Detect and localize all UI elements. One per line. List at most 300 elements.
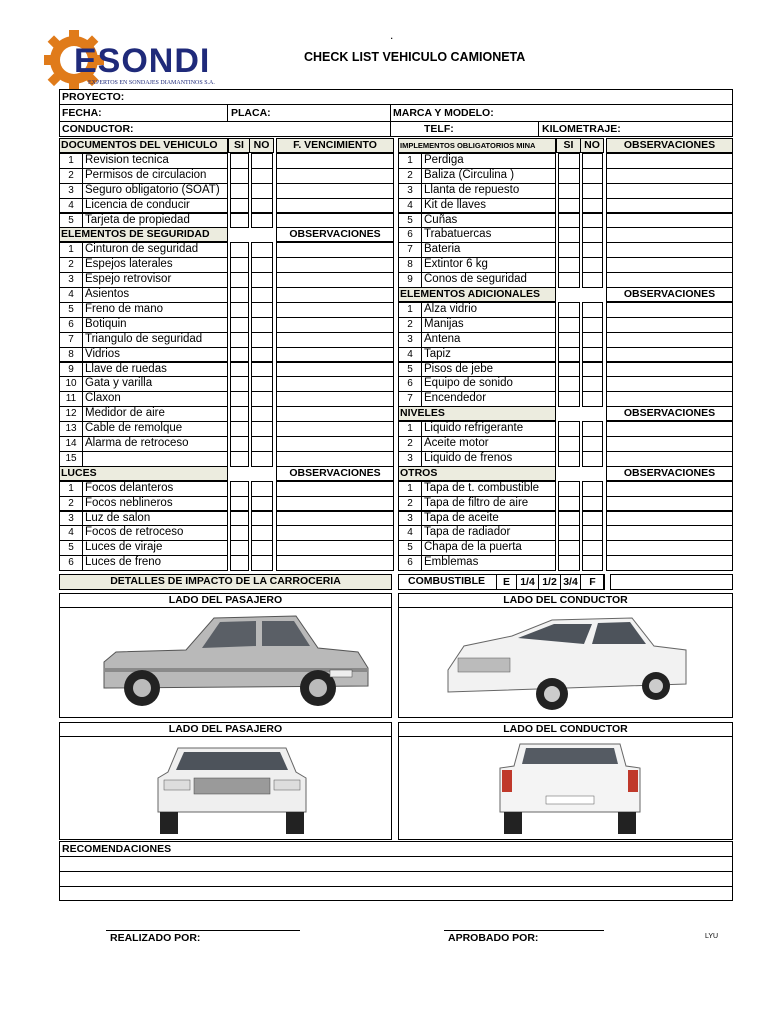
date-field[interactable] (276, 362, 394, 378)
row-number: 2 (68, 497, 74, 509)
conductor-label: CONDUCTOR: (62, 123, 134, 135)
date-field[interactable] (276, 347, 394, 363)
item-label: Claxon (85, 392, 121, 405)
item-label: Tapa de aceite (424, 511, 499, 524)
date-field[interactable] (276, 257, 394, 273)
row-number: 3 (407, 452, 413, 464)
observation-field[interactable] (606, 555, 733, 571)
row-number: 2 (68, 169, 74, 181)
row-number: 7 (407, 244, 413, 256)
signature-line-approved[interactable] (444, 930, 604, 931)
si-checkbox[interactable] (230, 183, 249, 199)
row-number: 6 (407, 557, 413, 569)
item-label: Cinturon de seguridad (85, 243, 199, 256)
left-si-header: SI (228, 138, 250, 153)
si-checkbox[interactable] (230, 317, 249, 333)
left-section-title: DOCUMENTOS DEL VEHICULO (61, 139, 218, 151)
item-label: Encendedor (424, 392, 487, 405)
item-label: Antena (424, 332, 461, 345)
fuel-level-1[interactable]: 1/4 (516, 574, 539, 590)
signature-line-done[interactable] (106, 930, 300, 931)
fuel-level-0[interactable]: E (496, 574, 517, 590)
no-checkbox[interactable] (251, 540, 273, 556)
item-label: Focos neblineros (85, 496, 173, 509)
item-label: Trabatuercas (424, 228, 492, 241)
no-checkbox[interactable] (251, 153, 273, 169)
item-label: Medidor de aire (85, 407, 165, 420)
si-checkbox[interactable] (230, 376, 249, 392)
no-checkbox[interactable] (251, 257, 273, 273)
company-logo (44, 26, 224, 94)
truck-rear-view-image (490, 740, 650, 838)
row-number: 1 (407, 154, 413, 166)
si-checkbox[interactable] (558, 436, 580, 452)
item-label: Aceite motor (424, 437, 489, 449)
right-obs-title: OBSERVACIONES (623, 288, 716, 300)
row-number: 5 (68, 542, 74, 554)
observation-field[interactable] (606, 376, 733, 392)
row-number: 1 (407, 303, 413, 315)
observation-field[interactable] (606, 332, 733, 348)
item-label: Focos de retroceso (85, 526, 184, 539)
row-number: 3 (407, 333, 413, 345)
row-number: 7 (407, 393, 413, 405)
si-checkbox[interactable] (230, 391, 249, 407)
row-number: 5 (68, 214, 74, 226)
marca-label: MARCA Y MODELO: (393, 107, 494, 119)
si-checkbox[interactable] (558, 183, 580, 199)
si-checkbox[interactable] (558, 153, 580, 169)
item-label: Revision tecnica (85, 153, 169, 166)
row-number: 3 (407, 184, 413, 196)
si-checkbox[interactable] (230, 198, 249, 214)
date-field[interactable] (276, 153, 394, 169)
si-checkbox[interactable] (230, 406, 249, 422)
si-checkbox[interactable] (558, 540, 580, 556)
date-field[interactable] (276, 451, 394, 467)
no-checkbox[interactable] (582, 540, 603, 556)
si-checkbox[interactable] (558, 525, 580, 541)
observation-field[interactable] (606, 198, 733, 214)
left-obs-title: OBSERVACIONES (289, 228, 381, 241)
item-label: Chapa de la puerta (424, 541, 522, 554)
date-field[interactable] (276, 555, 394, 571)
observation-field[interactable] (606, 421, 733, 437)
kilometraje-label: KILOMETRAJE: (542, 123, 621, 135)
si-checkbox[interactable] (230, 362, 249, 378)
item-label: Alarma de retroceso (85, 437, 189, 449)
item-label: Llave de ruedas (85, 362, 167, 375)
no-checkbox[interactable] (582, 391, 603, 407)
date-field[interactable] (276, 540, 394, 556)
date-field[interactable] (276, 183, 394, 199)
observation-field[interactable] (606, 391, 733, 407)
item-label: Alza vidrio (424, 302, 478, 315)
si-checkbox[interactable] (230, 436, 249, 452)
date-field[interactable] (276, 525, 394, 541)
no-checkbox[interactable] (582, 511, 603, 527)
no-checkbox[interactable] (582, 362, 603, 378)
si-checkbox[interactable] (230, 540, 249, 556)
item-label: Luz de salon (85, 511, 151, 524)
item-label: Focos delanteros (85, 481, 174, 494)
row-number: 9 (407, 274, 413, 286)
item-label: Permisos de circulacion (85, 168, 207, 181)
no-checkbox[interactable] (251, 421, 273, 437)
row-number: 3 (68, 512, 74, 524)
row-number: 1 (68, 244, 74, 256)
si-checkbox[interactable] (230, 347, 249, 363)
observation-field[interactable] (606, 436, 733, 452)
date-field[interactable] (276, 302, 394, 318)
observation-field[interactable] (606, 302, 733, 318)
item-label: Tarjeta de propiedad (85, 213, 190, 226)
row-number: 9 (68, 363, 74, 375)
no-checkbox[interactable] (582, 198, 603, 214)
no-checkbox[interactable] (251, 451, 273, 467)
no-checkbox[interactable] (251, 198, 273, 214)
row-number: 6 (68, 318, 74, 330)
si-checkbox[interactable] (230, 421, 249, 437)
row-number: 2 (407, 497, 413, 509)
item-label: Freno de mano (85, 302, 163, 315)
item-label: Botiquin (85, 317, 127, 330)
no-checkbox[interactable] (251, 168, 273, 184)
no-checkbox[interactable] (582, 168, 603, 184)
row-number: 2 (407, 438, 413, 449)
row-number: 13 (65, 423, 77, 435)
logo-tagline: EXPERTOS EN SONDAJES DIAMANTINOS S.A. (88, 80, 215, 86)
no-checkbox[interactable] (251, 362, 273, 378)
si-checkbox[interactable] (558, 332, 580, 348)
right-section-title: NIVELES (400, 407, 445, 420)
row-number: 8 (407, 259, 413, 271)
observation-field[interactable] (606, 317, 733, 333)
date-field[interactable] (276, 213, 394, 229)
date-field[interactable] (276, 511, 394, 527)
right-obs-title: OBSERVACIONES (623, 407, 716, 420)
no-checkbox[interactable] (582, 376, 603, 392)
item-label: Kit de llaves (424, 198, 487, 211)
no-checkbox[interactable] (251, 511, 273, 527)
realizado-label: REALIZADO POR: (110, 932, 201, 944)
fuel-label: COMBUSTIBLE (408, 575, 485, 587)
item-label: Cuñas (424, 213, 458, 226)
si-checkbox[interactable] (558, 451, 580, 467)
no-checkbox[interactable] (251, 242, 273, 258)
row-number: 5 (407, 542, 413, 554)
no-checkbox[interactable] (582, 332, 603, 348)
row-number: 6 (407, 229, 413, 241)
no-checkbox[interactable] (251, 332, 273, 348)
row-number: 14 (65, 438, 77, 449)
observation-field[interactable] (606, 362, 733, 378)
item-label: Extintor 6 kg (424, 258, 488, 271)
date-field[interactable] (276, 168, 394, 184)
si-checkbox[interactable] (230, 555, 249, 571)
row-number: 10 (65, 378, 77, 390)
no-checkbox[interactable] (582, 481, 603, 497)
si-checkbox[interactable] (230, 213, 249, 229)
si-checkbox[interactable] (558, 242, 580, 258)
item-label: Conos de seguridad (424, 273, 527, 286)
date-field[interactable] (276, 421, 394, 437)
observation-field[interactable] (606, 153, 733, 169)
si-checkbox[interactable] (558, 272, 580, 288)
no-checkbox[interactable] (582, 436, 603, 452)
right-section-title: OTROS (400, 466, 438, 479)
si-checkbox[interactable] (230, 257, 249, 273)
truck-side-view-image (96, 612, 374, 710)
fuel-observation[interactable] (610, 574, 733, 590)
si-checkbox[interactable] (558, 213, 580, 229)
placa-label: PLACA: (231, 107, 271, 119)
fecha-label: FECHA: (62, 107, 102, 119)
si-checkbox[interactable] (558, 317, 580, 333)
date-field[interactable] (276, 481, 394, 497)
no-checkbox[interactable] (251, 213, 273, 229)
item-label: Luces de freno (85, 556, 162, 569)
date-field[interactable] (276, 332, 394, 348)
no-checkbox[interactable] (251, 436, 273, 452)
no-checkbox[interactable] (582, 242, 603, 258)
view-rear-driver-label: LADO DEL CONDUCTOR (503, 723, 628, 735)
row-number: 4 (68, 199, 74, 211)
right-section-title: ELEMENTOS ADICIONALES (400, 288, 541, 300)
no-checkbox[interactable] (582, 525, 603, 541)
row-number: 8 (68, 348, 74, 360)
item-label: Tapa de t. combustible (424, 481, 540, 494)
view-side-driver-label: LADO DEL CONDUCTOR (503, 594, 628, 606)
si-checkbox[interactable] (230, 242, 249, 258)
row-number: 1 (407, 482, 413, 494)
row-number: 3 (68, 274, 74, 286)
no-checkbox[interactable] (582, 257, 603, 273)
si-checkbox[interactable] (558, 376, 580, 392)
observation-field[interactable] (606, 496, 733, 512)
item-label: Gata y varilla (85, 377, 153, 390)
si-checkbox[interactable] (558, 555, 580, 571)
item-label: Bateria (424, 243, 461, 256)
si-checkbox[interactable] (230, 287, 249, 303)
view-side-passenger-label: LADO DEL PASAJERO (168, 594, 283, 606)
row-number: 15 (65, 452, 77, 464)
observation-field[interactable] (606, 481, 733, 497)
right-obs-title: OBSERVACIONES (623, 466, 716, 479)
no-checkbox[interactable] (582, 421, 603, 437)
fuel-level-3[interactable]: 3/4 (560, 574, 581, 590)
view-front-passenger-label: LADO DEL PASAJERO (168, 723, 283, 735)
observation-field[interactable] (606, 257, 733, 273)
observation-field[interactable] (606, 168, 733, 184)
logo-brand: ESONDI (74, 42, 211, 80)
no-checkbox[interactable] (582, 317, 603, 333)
no-checkbox[interactable] (582, 272, 603, 288)
si-checkbox[interactable] (558, 227, 580, 243)
no-checkbox[interactable] (251, 317, 273, 333)
item-label: Pisos de jebe (424, 362, 494, 375)
si-checkbox[interactable] (558, 391, 580, 407)
date-field[interactable] (276, 391, 394, 407)
item-cell (82, 451, 228, 467)
item-label: Equipo de sonido (424, 377, 513, 390)
si-checkbox[interactable] (230, 332, 249, 348)
observation-field[interactable] (606, 451, 733, 467)
si-checkbox[interactable] (230, 451, 249, 467)
left-no-header: NO (249, 138, 274, 153)
date-field[interactable] (276, 198, 394, 214)
right-section-title: IMPLEMENTOS OBLIGATORIOS MINA (400, 141, 536, 150)
item-label: Espejos laterales (85, 258, 173, 271)
si-checkbox[interactable] (558, 198, 580, 214)
telf-label: TELF: (424, 123, 454, 135)
row-number: 1 (68, 482, 74, 494)
right-si-header: SI (556, 138, 581, 153)
si-checkbox[interactable] (230, 168, 249, 184)
observation-field[interactable] (606, 347, 733, 363)
fuel-level-4[interactable]: F (580, 574, 605, 590)
si-checkbox[interactable] (558, 421, 580, 437)
item-label: Manijas (424, 317, 464, 330)
no-checkbox[interactable] (582, 451, 603, 467)
row-number: 5 (68, 303, 74, 315)
no-checkbox[interactable] (251, 302, 273, 318)
row-number: 1 (68, 154, 74, 166)
no-checkbox[interactable] (251, 481, 273, 497)
date-field[interactable] (276, 436, 394, 452)
date-field[interactable] (276, 272, 394, 288)
item-label: Baliza (Circulina ) (424, 168, 515, 181)
item-label: Cable de remolque (85, 422, 183, 435)
left-section-title: ELEMENTOS DE SEGURIDAD (61, 228, 210, 241)
no-checkbox[interactable] (251, 496, 273, 512)
observation-field[interactable] (606, 511, 733, 527)
right-obs-title: OBSERVACIONES (623, 139, 716, 151)
item-label: Tapiz (424, 347, 451, 360)
no-checkbox[interactable] (582, 496, 603, 512)
si-checkbox[interactable] (230, 272, 249, 288)
no-checkbox[interactable] (582, 153, 603, 169)
si-checkbox[interactable] (230, 511, 249, 527)
observation-field[interactable] (606, 540, 733, 556)
aprobado-label: APROBADO POR: (448, 932, 539, 944)
left-obs-title: OBSERVACIONES (289, 466, 381, 479)
observation-field[interactable] (606, 183, 733, 199)
no-checkbox[interactable] (251, 376, 273, 392)
impact-label: DETALLES DE IMPACTO DE LA CARROCERIA (110, 575, 341, 587)
row-number: 11 (65, 393, 77, 405)
no-checkbox[interactable] (251, 555, 273, 571)
no-checkbox[interactable] (251, 391, 273, 407)
top-dot: . (390, 28, 394, 42)
item-label: Licencia de conducir (85, 198, 190, 211)
row-number: 4 (407, 348, 413, 360)
no-checkbox[interactable] (251, 183, 273, 199)
item-label: Luces de viraje (85, 541, 163, 554)
si-checkbox[interactable] (558, 496, 580, 512)
fuel-level-2[interactable]: 1/2 (538, 574, 561, 590)
row-number: 3 (407, 512, 413, 524)
item-label: Espejo retrovisor (85, 273, 172, 286)
item-label: Seguro obligatorio (SOAT) (85, 183, 220, 196)
form-code: LYU (705, 933, 719, 940)
date-field[interactable] (276, 406, 394, 422)
item-label: Llanta de repuesto (424, 183, 520, 196)
row-number: 12 (65, 408, 77, 420)
si-checkbox[interactable] (558, 511, 580, 527)
si-checkbox[interactable] (230, 525, 249, 541)
row-number: 4 (407, 527, 413, 539)
item-label: Perdiga (424, 153, 464, 166)
no-checkbox[interactable] (251, 406, 273, 422)
no-checkbox[interactable] (251, 272, 273, 288)
left-section-title: LUCES (61, 466, 97, 479)
observation-field[interactable] (606, 242, 733, 258)
no-checkbox[interactable] (582, 555, 603, 571)
proyecto-label: PROYECTO: (62, 91, 125, 103)
row-number: 3 (68, 184, 74, 196)
si-checkbox[interactable] (558, 347, 580, 363)
page-title: CHECK LIST VEHICULO CAMIONETA (304, 50, 526, 64)
item-label: Triangulo de seguridad (85, 332, 203, 345)
si-checkbox[interactable] (230, 496, 249, 512)
date-field[interactable] (276, 496, 394, 512)
date-field[interactable] (276, 287, 394, 303)
truck-front-angle-image (442, 612, 692, 714)
no-checkbox[interactable] (251, 287, 273, 303)
si-checkbox[interactable] (230, 302, 249, 318)
no-checkbox[interactable] (251, 525, 273, 541)
row-number: 4 (407, 199, 413, 211)
row-number: 4 (68, 289, 74, 300)
no-checkbox[interactable] (582, 183, 603, 199)
si-checkbox[interactable] (558, 362, 580, 378)
row-number: 6 (407, 378, 413, 390)
right-no-header: NO (580, 138, 604, 153)
item-label: Asientos (85, 288, 130, 300)
item-label: Emblemas (424, 556, 479, 569)
si-checkbox[interactable] (558, 257, 580, 273)
si-checkbox[interactable] (558, 168, 580, 184)
date-field[interactable] (276, 376, 394, 392)
observation-field[interactable] (606, 525, 733, 541)
no-checkbox[interactable] (582, 347, 603, 363)
si-checkbox[interactable] (230, 481, 249, 497)
left-obs-title: F. VENCIMIENTO (293, 139, 377, 151)
recommendations-label: RECOMENDACIONES (62, 843, 172, 855)
row-number: 4 (68, 527, 74, 539)
date-field[interactable] (276, 242, 394, 258)
no-checkbox[interactable] (582, 213, 603, 229)
observation-field[interactable] (606, 272, 733, 288)
si-checkbox[interactable] (558, 481, 580, 497)
no-checkbox[interactable] (582, 227, 603, 243)
row-number: 2 (407, 318, 413, 330)
si-checkbox[interactable] (558, 302, 580, 318)
si-checkbox[interactable] (230, 153, 249, 169)
item-label: Liquido refrigerante (424, 422, 524, 435)
no-checkbox[interactable] (582, 302, 603, 318)
row-number: 2 (407, 169, 413, 181)
observation-field[interactable] (606, 213, 733, 229)
row-number: 7 (68, 333, 74, 345)
row-number: 1 (407, 423, 413, 435)
date-field[interactable] (276, 317, 394, 333)
item-label: Tapa de radiador (424, 526, 511, 539)
no-checkbox[interactable] (251, 347, 273, 363)
observation-field[interactable] (606, 227, 733, 243)
row-number: 5 (407, 363, 413, 375)
